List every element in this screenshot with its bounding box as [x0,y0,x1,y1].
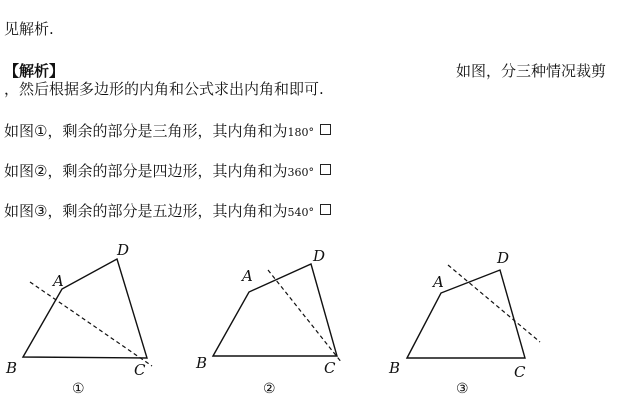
case-1-line [4,122,331,142]
figure-3-caption: ③ [456,381,469,397]
analysis-tag: 【解析】 [4,62,65,80]
label-c: C [324,359,336,377]
case-2-line [4,162,331,182]
label-b: B [6,359,18,377]
label-d: D [313,247,326,265]
figure-1-caption: ① [72,381,85,397]
label-a: A [242,267,253,285]
case-3-text: 如图③，剩余的部分是五边形，其内角和为 [4,202,288,220]
cut-line [448,265,540,342]
case-1-text: 如图①，剩余的部分是三角形，其内角和为 [4,122,288,140]
placeholder-box-icon [320,164,331,175]
quadrilateral-abcd [23,259,147,358]
quadrilateral-abcd [213,264,337,356]
answer-line: 见解析. [4,20,54,38]
label-c: C [134,361,146,379]
geometry-figures [0,230,630,420]
figure-1 [5,241,152,397]
label-a: A [53,272,64,290]
figure-2-caption: ② [263,381,276,397]
label-b: B [389,359,401,377]
placeholder-box-icon [320,204,331,215]
cut-line [268,270,342,363]
case-3-value: 540° [287,206,314,219]
figure-2 [195,247,342,397]
analysis-right-text: 如图，分三种情况裁剪 [456,62,607,80]
analysis-line-2: ，然后根据多边形的内角和公式求出内角和即可. [4,80,324,98]
case-2-value: 360° [287,166,314,179]
label-c: C [514,363,526,381]
figure-3 [388,249,540,397]
case-3-line [4,202,331,222]
case-2-text: 如图②，剩余的部分是四边形，其内角和为 [4,162,288,180]
label-d: D [117,241,130,259]
label-b: B [196,354,208,372]
placeholder-box-icon [320,124,331,135]
quadrilateral-abcd [407,270,525,358]
label-a: A [433,273,444,291]
case-1-value: 180° [287,126,314,139]
label-d: D [497,249,510,267]
cut-line [30,282,152,366]
